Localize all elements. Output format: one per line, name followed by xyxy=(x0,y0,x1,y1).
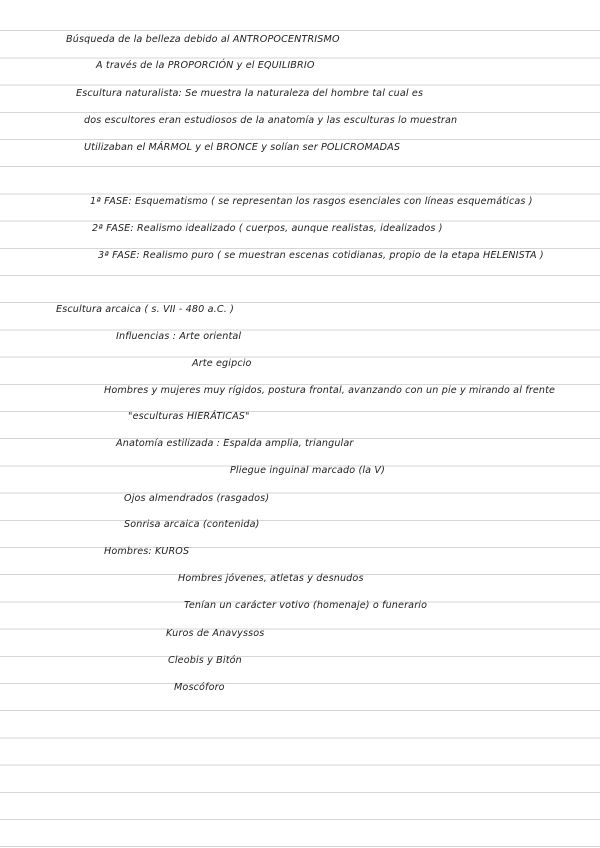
note-line: Ojos almendrados (rasgados) xyxy=(124,493,270,504)
note-line: 2ª FASE: Realismo idealizado ( cuerpos, aunque realistas, idealizados ) xyxy=(92,223,443,234)
note-line: A través de la PROPORCIÓN y el EQUILIBRIO xyxy=(96,60,315,71)
note-line: Utilizaban el MÁRMOL y el BRONCE y solían ser POLICROMADAS xyxy=(84,142,401,153)
note-line: Kuros de Anavyssos xyxy=(166,628,265,639)
note-line: Sonrisa arcaica (contenida) xyxy=(124,519,260,530)
note-line: Arte egipcio xyxy=(192,358,252,369)
note-line: Pliegue inguinal marcado (la V) xyxy=(230,465,386,476)
note-line: 3ª FASE: Realismo puro ( se muestran escenas cotidianas, propio de la etapa HELENISTA ) xyxy=(98,250,544,261)
note-line: "esculturas HIERÁTICAS" xyxy=(128,411,250,422)
note-line: Escultura arcaica ( s. VII - 480 a.C. ) xyxy=(56,304,234,315)
note-line: Moscóforo xyxy=(174,682,225,693)
note-line: Búsqueda de la belleza debido al ANTROPOCENTRISMO xyxy=(66,34,340,45)
note-line: Hombres jóvenes, atletas y desnudos xyxy=(178,573,364,584)
note-line: 1ª FASE: Esquematismo ( se representan los rasgos esenciales con líneas esquemáticas ) xyxy=(90,196,533,207)
note-line: Influencias : Arte oriental xyxy=(116,331,242,342)
note-line: Anatomía estilizada : Espalda amplia, triangular xyxy=(116,438,354,449)
note-line: dos escultores eran estudiosos de la anatomía y las esculturas lo muestran xyxy=(84,115,458,126)
note-line: Tenían un carácter votivo (homenaje) o funerario xyxy=(184,600,428,611)
note-line: Escultura naturalista: Se muestra la naturaleza del hombre tal cual es xyxy=(76,88,424,99)
note-line: Cleobis y Bitón xyxy=(168,655,242,666)
note-line: Hombres: KUROS xyxy=(104,546,190,557)
note-line: Hombres y mujeres muy rígidos, postura frontal, avanzando con un pie y mirando al frente xyxy=(104,385,556,396)
